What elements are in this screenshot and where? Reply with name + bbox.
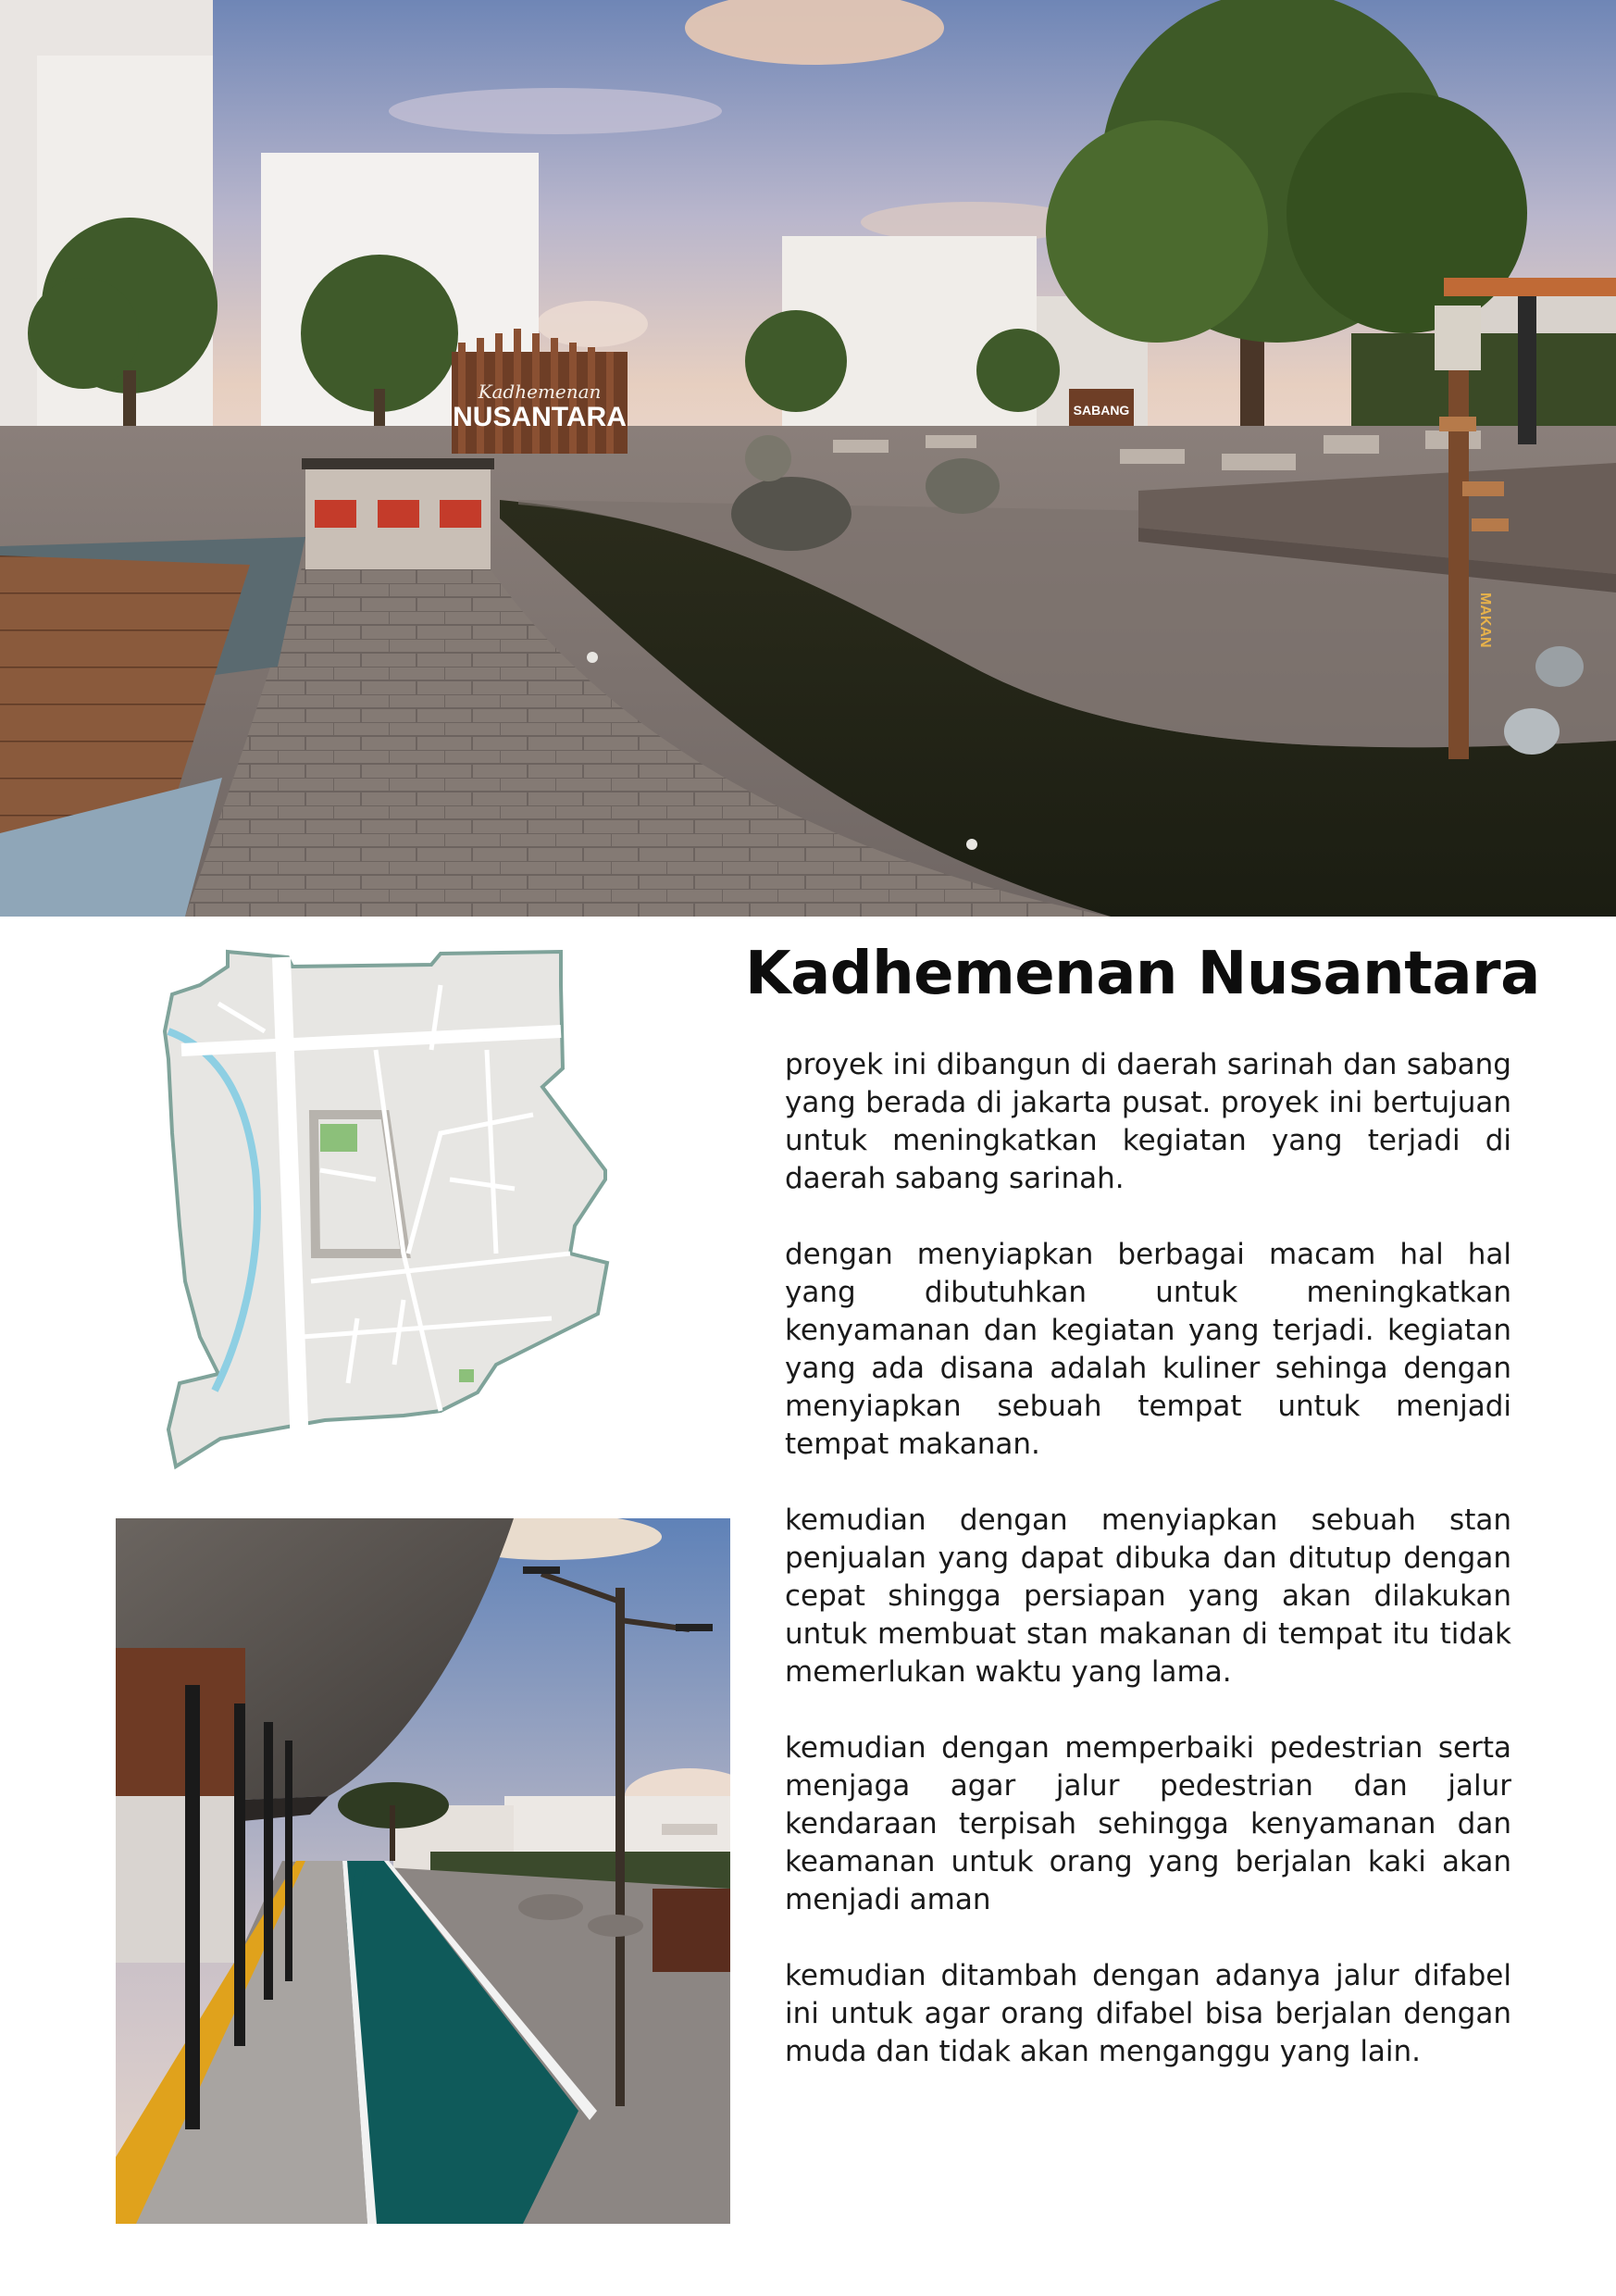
article-title: Kadhemenan Nusantara: [745, 940, 1540, 1008]
paragraph-3: kemudian dengan menyiapkan sebuah stan penjualan yang dapat dibuka dan ditutup dengan cepat shingga persiapan yang akan dilakukan untuk membuat stan makanan di tempat itu tidak memerlukan waktu yang lama.: [785, 1504, 1511, 1689]
paragraph-1: proyek ini dibangun di daerah sarinah dan sabang yang berada di jakarta pusat. proyek ini bertujuan untuk meningkatkan kegiatan yang terjadi di daerah sabang sarinah.: [785, 1048, 1511, 1195]
hero-post-sign: MAKAN: [1477, 593, 1493, 648]
hero-render-image: [0, 0, 1616, 917]
site-map: [163, 948, 616, 1472]
paragraph-5: kemudian ditambah dengan adanya jalur difabel ini untuk agar orang difabel bisa berjalan dengan muda dan tidak akan menganggu yang lain.: [785, 1959, 1511, 2068]
hero-sign-script: Kadhemenan: [478, 381, 602, 403]
pedestrian-render-image: [116, 1518, 730, 2224]
paragraph-2: dengan menyiapkan berbagai macam hal hal yang dibutuhkan untuk meningkatkan kenyamanan dan kegiatan yang terjadi. kegiatan yang ada disana adalah kuliner sehinga dengan menyiapkan sebuah tempat untuk menjadi tempat makanan.: [785, 1238, 1511, 1461]
paragraph-4: kemudian dengan memperbaiki pedestrian serta menjaga agar jalur pedestrian dan jalur kendaraan terpisah sehingga kenyamanan dan keamanan untuk orang yang berjalan kaki akan menjadi aman: [785, 1731, 1511, 1916]
hero-side-sign: SABANG: [1073, 403, 1130, 418]
article-body: [785, 1046, 1511, 2109]
hero-sign-main: NUSANTARA: [453, 402, 627, 432]
